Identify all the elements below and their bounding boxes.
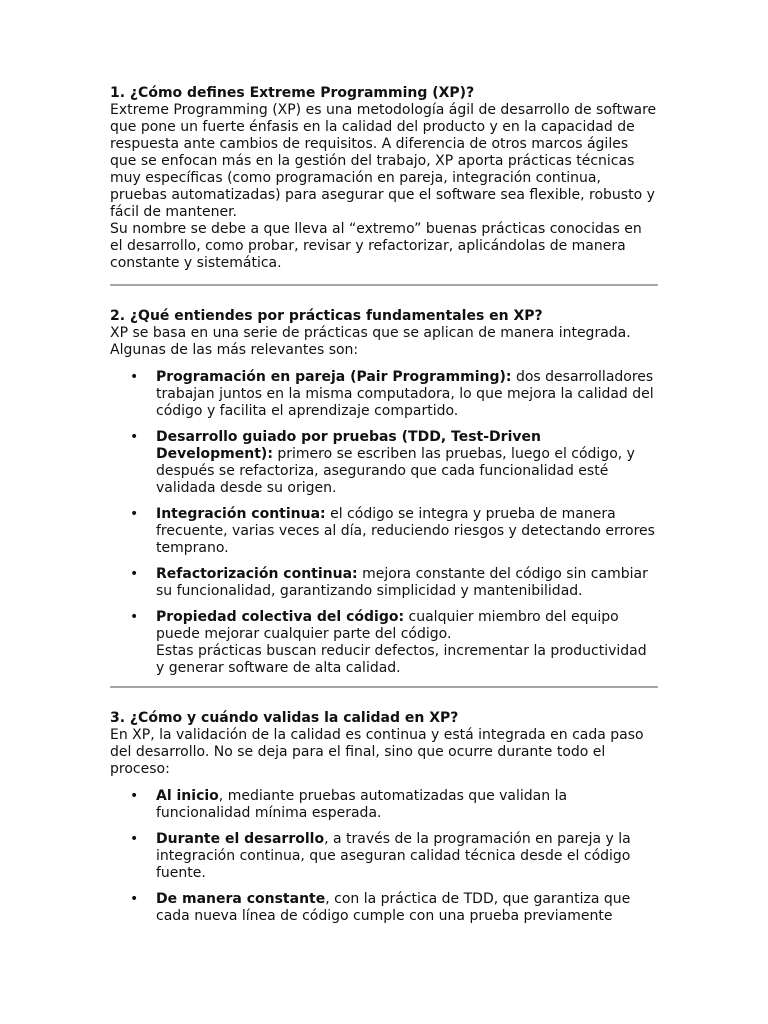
list-item [110,891,658,925]
item-term: Desarrollo guiado por pruebas (TDD, Test-Driven Development): [156,429,541,462]
bullet-icon: • [130,788,139,804]
item-text: mejora constante del código sin cambiar su funcionalidad, garantizando simplicidad y mantenibilidad. [156,566,648,599]
item-text: el código se integra y prueba de manera frecuente, varias veces al día, reduciendo riesgos y detectando errores temprano. [156,506,655,556]
item-text: , a través de la programación en pareja y la integración continua, que aseguran calidad técnica desde el código fuente. [156,831,631,881]
list-item [110,566,658,600]
section-divider [110,686,658,688]
item-term: Refactorización continua: [156,566,358,582]
validation-list [110,788,658,925]
list-item [110,369,658,420]
bullet-icon: • [130,891,139,907]
list-item [110,831,658,882]
bullet-icon: • [130,506,139,522]
section-3 [110,710,658,925]
item-term: De manera constante [156,891,326,907]
bullet-icon: • [130,369,139,385]
list-item [110,609,658,677]
practices-list [110,369,658,677]
item-text: , con la práctica de TDD, que garantiza que cada nueva línea de código cumple con una prueba previamente [156,891,631,924]
item-text: , mediante pruebas automatizadas que validan la funcionalidad mínima esperada. [156,788,568,821]
paragraph: Extreme Programming (XP) es una metodología ágil de desarrollo de software que pone un fuerte énfasis en la calidad del producto y en la capacidad de respuesta ante cambios de requisitos. A diferencia de otros marcos ágiles que se enfocan más en la gestión del trabajo, XP aporta prácticas técnicas muy específicas (como programación en pareja, integración continua, pruebas automatizadas) para asegurar que el software sea flexible, robusto y fácil de mantener. [110,102,657,220]
question-heading: 1. ¿Cómo defines Extreme Programming (XP)? [110,85,475,101]
bullet-icon: • [130,429,139,445]
list-item [110,429,658,497]
item-term: Durante el desarrollo [156,831,325,847]
item-term: Programación en pareja (Pair Programming): [156,369,512,385]
item-text: primero se escriben las pruebas, luego el código, y después se refactoriza, asegurando que cada funcionalidad esté validada desde su origen. [156,446,635,496]
bullet-icon: • [130,566,139,582]
item-text: cualquier miembro del equipo puede mejorar cualquier parte del código. [156,609,619,642]
document-page [110,85,658,934]
bullet-icon: • [130,831,139,847]
item-term: Propiedad colectiva del código: [156,609,405,625]
item-text: dos desarrolladores trabajan juntos en la misma computadora, lo que mejora la calidad del código y facilita el aprendizaje compartido. [156,369,654,419]
item-term: Al inicio [156,788,219,804]
section-2 [110,308,658,677]
item-extra-text: Estas prácticas buscan reducir defectos, incrementar la productividad y generar software de alta calidad. [156,643,647,676]
intro-paragraph: XP se basa en una serie de prácticas que se aplican de manera integrada. Algunas de las más relevantes son: [110,325,631,358]
section-1 [110,85,658,272]
intro-paragraph: En XP, la validación de la calidad es continua y está integrada en cada paso del desarrollo. No se deja para el final, sino que ocurre durante todo el proceso: [110,727,644,777]
list-item [110,788,658,822]
item-term: Integración continua: [156,506,326,522]
paragraph: Su nombre se debe a que lleva al “extremo” buenas prácticas conocidas en el desarrollo, como probar, revisar y refactorizar, aplicándolas de manera constante y sistemática. [110,221,642,271]
section-divider [110,284,658,286]
question-heading: 3. ¿Cómo y cuándo validas la calidad en XP? [110,710,459,726]
question-heading: 2. ¿Qué entiendes por prácticas fundamentales en XP? [110,308,543,324]
list-item [110,506,658,557]
bullet-icon: • [130,609,139,625]
